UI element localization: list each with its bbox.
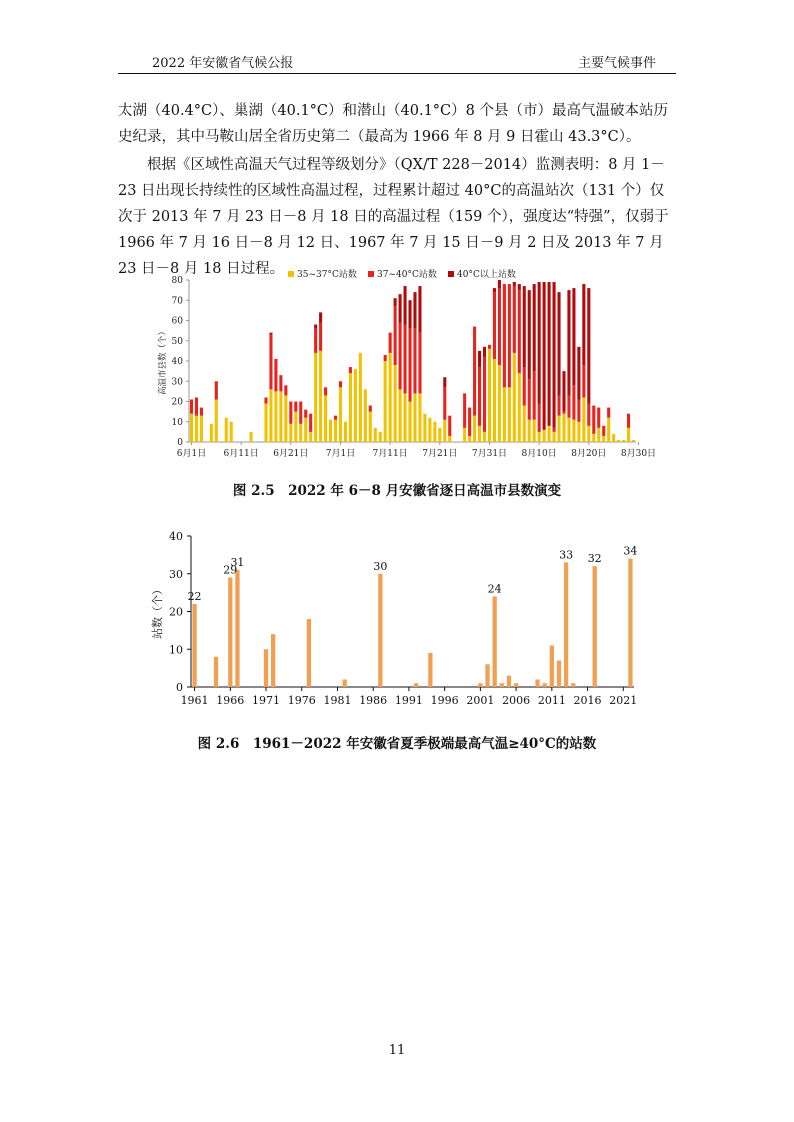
bar-year-2017 bbox=[593, 566, 597, 687]
bar-year-1977 bbox=[307, 619, 311, 687]
x-tick-label: 1996 bbox=[430, 694, 459, 707]
header-right-section: 主要气候事件 bbox=[577, 56, 656, 71]
data-label-1966: 29 bbox=[223, 563, 238, 577]
x-tick-label: 8月20日 bbox=[571, 449, 607, 459]
legend-label-3: 40°C以上站数 bbox=[457, 270, 516, 280]
legend-label-2: 37~40°C站数 bbox=[377, 270, 437, 280]
bar-year-1966 bbox=[228, 578, 232, 687]
y-tick-label: 0 bbox=[176, 681, 183, 694]
bar-year-1971 bbox=[264, 649, 268, 687]
legend-label-1: 35~37°C站数 bbox=[297, 270, 357, 280]
bar-year-1992 bbox=[414, 683, 418, 687]
bar-year-2004 bbox=[500, 683, 504, 687]
data-label-2017: 32 bbox=[587, 552, 602, 566]
y-tick-label: 30 bbox=[171, 377, 183, 388]
x-tick-label: 7月11日 bbox=[372, 449, 408, 459]
page-number: 11 bbox=[388, 1043, 406, 1058]
data-label-1967: 31 bbox=[230, 555, 245, 569]
y-tick-label: 60 bbox=[171, 316, 183, 327]
bar-year-1982 bbox=[342, 679, 346, 687]
data-label-2022: 34 bbox=[623, 544, 638, 558]
header-left-title: 2022 年安徽省气候公报 bbox=[152, 56, 294, 71]
y-axis-label: 高温市县数（个） bbox=[158, 326, 168, 396]
x-tick-label: 1981 bbox=[323, 694, 352, 707]
figure-2-5-caption: 图 2.5 2022 年 6－8 月安徽省逐日高温市县数演变 bbox=[232, 483, 562, 499]
y-tick-label: 80 bbox=[171, 276, 183, 286]
bar-year-2009 bbox=[535, 679, 539, 687]
paragraph-1: 太湖（40.4°C）、巢湖（40.1°C）和潜山（40.1°C）8 个县（市）最高气温破本站历史纪录，其中马鞍山居全省历史第二（最高为 1966 年 8 月 9 日霍山 43.3°C）。 bbox=[118, 103, 668, 145]
data-label-2013: 33 bbox=[559, 548, 574, 562]
x-tick-label: 2021 bbox=[609, 694, 638, 707]
data-label-1961: 22 bbox=[187, 589, 202, 603]
bar-year-1987 bbox=[378, 574, 382, 687]
paragraph-2: 根据《区域性高温天气过程等级划分》（QX/T 228－2014）监测表明：8 月 1－23 日出现长持续性的区域性高温过程，过程累计超过 40°C的高温站次（131 个）仅次于 2013 年 7 月 23 日－8 月 18 日的高温过程（159 个），强度达“特强”，仅弱于 1966 年 7 月 16 日－8 月 12 日、1967 年 7 月 15 日－9 月 2 日及 2013 年 7 月 23 日－8 月 18 日过程。 bbox=[118, 157, 669, 277]
bar-year-1972 bbox=[271, 634, 275, 687]
x-tick-label: 6月11日 bbox=[223, 449, 259, 459]
y-axis-label: 站数（个） bbox=[151, 584, 164, 639]
bar-year-1967 bbox=[235, 570, 239, 687]
x-tick-label: 1991 bbox=[394, 694, 423, 707]
bar-year-2010 bbox=[543, 683, 547, 687]
x-tick-label: 1961 bbox=[180, 694, 209, 707]
x-tick-label: 1971 bbox=[252, 694, 281, 707]
x-tick-label: 7月21日 bbox=[422, 449, 458, 459]
bar-year-2001 bbox=[478, 683, 482, 687]
y-tick-label: 0 bbox=[177, 438, 183, 448]
y-tick-label: 10 bbox=[169, 643, 183, 657]
bar-year-2011 bbox=[550, 645, 554, 687]
bar-year-2013 bbox=[564, 562, 568, 687]
bar-year-2005 bbox=[507, 676, 511, 687]
bar-year-2002 bbox=[485, 664, 489, 687]
x-tick-label: 2006 bbox=[502, 694, 531, 707]
y-tick-label: 40 bbox=[171, 357, 183, 367]
x-tick-label: 8月10日 bbox=[521, 449, 557, 459]
x-tick-label: 1986 bbox=[359, 694, 388, 707]
x-tick-label: 2016 bbox=[573, 694, 602, 707]
y-tick-label: 20 bbox=[169, 605, 183, 619]
x-tick-label: 6月21日 bbox=[273, 449, 309, 459]
x-tick-label: 2011 bbox=[537, 694, 566, 707]
y-tick-label: 20 bbox=[171, 397, 183, 408]
x-tick-label: 6月1日 bbox=[176, 449, 207, 459]
y-tick-label: 50 bbox=[171, 336, 183, 347]
y-tick-label: 40 bbox=[169, 530, 183, 543]
data-label-1987: 30 bbox=[373, 559, 388, 573]
bar-year-1964 bbox=[214, 657, 218, 687]
data-label-2003: 24 bbox=[487, 582, 502, 596]
bar-year-1961 bbox=[192, 604, 196, 687]
bar-year-1994 bbox=[428, 653, 432, 687]
x-tick-label: 1966 bbox=[216, 694, 245, 707]
bar-year-2014 bbox=[571, 683, 575, 687]
bar-year-2006 bbox=[514, 683, 518, 687]
figure-2-6-caption: 图 2.6 1961－2022 年安徽省夏季极端最高气温≥40°C的站数 bbox=[197, 736, 597, 752]
y-tick-label: 30 bbox=[169, 567, 183, 581]
y-tick-label: 70 bbox=[171, 296, 183, 307]
bar-year-2003 bbox=[493, 596, 497, 687]
bar-year-2012 bbox=[557, 661, 561, 687]
x-tick-label: 1976 bbox=[287, 694, 316, 707]
x-tick-label: 2001 bbox=[466, 694, 495, 707]
y-tick-label: 10 bbox=[171, 417, 183, 428]
bar-year-2022 bbox=[628, 559, 632, 687]
x-tick-label: 8月30日 bbox=[620, 449, 657, 459]
x-tick-label: 7月1日 bbox=[325, 449, 356, 459]
x-tick-label: 7月31日 bbox=[471, 449, 508, 459]
